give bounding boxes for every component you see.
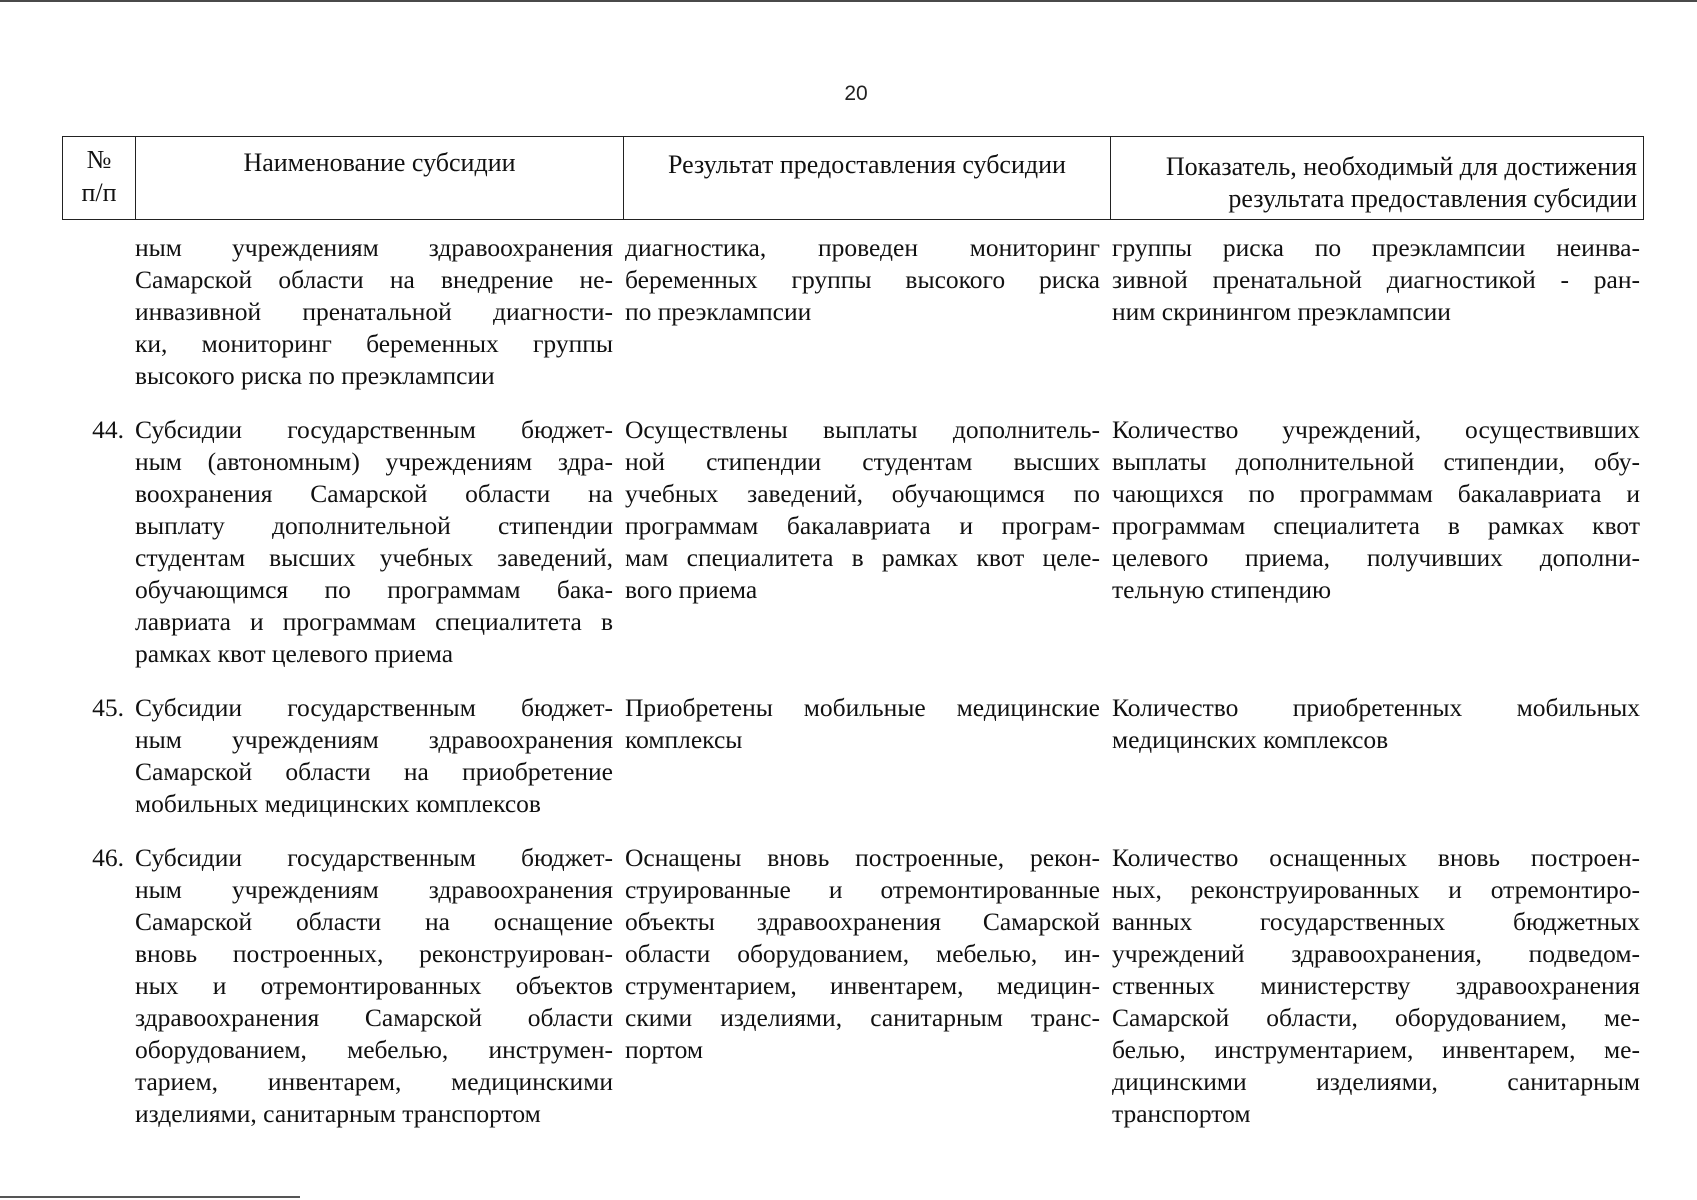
text-line: Субсидии государственным бюджет-: [135, 693, 613, 722]
text-line: Оснащены вновь построенные, рекон-: [625, 843, 1100, 872]
text-line: Приобретены мобильные медицинские: [625, 693, 1100, 722]
header-indicator-line-1: Показатель, необходимый для достижения: [1165, 152, 1637, 181]
subsidy-result-cell: [623, 414, 1110, 670]
table-row: [62, 414, 1644, 670]
text-line: диагностика, проведен мониторинг: [625, 233, 1100, 262]
text-line: дицинскими изделиями, санитарным: [1112, 1067, 1640, 1096]
text-line: высокого риска по преэклампсии: [135, 361, 495, 390]
table-row: [62, 692, 1644, 820]
text-line: медицинских комплексов: [1112, 725, 1389, 754]
text-line: Количество оснащенных вновь построен-: [1112, 843, 1640, 872]
text-line: рамках квот целевого приема: [135, 639, 454, 668]
header-indicator: [1111, 137, 1643, 219]
row-number: 45.: [92, 693, 124, 722]
header-num-line-1: №: [86, 145, 112, 174]
subsidy-indicator-cell: [1110, 414, 1644, 670]
subsidy-indicator-cell: [1110, 692, 1644, 820]
text-line: вого приема: [625, 575, 758, 604]
text-line: изделиями, санитарным транспортом: [135, 1099, 541, 1128]
text-line: учебных заведений, обучающимся по: [625, 479, 1100, 508]
text-line: ных, реконструированных и отремонтиро-: [1112, 875, 1640, 904]
text-line: выплаты дополнительной стипендии, обу-: [1112, 447, 1640, 476]
row-number: 44.: [92, 415, 124, 444]
bottom-border-line: [0, 1196, 300, 1198]
header-num: [63, 137, 136, 219]
header-name: Наименование субсидии: [136, 137, 624, 219]
text-line: ным учреждениям здравоохранения: [135, 875, 613, 904]
text-line: мобильных медицинских комплексов: [135, 789, 541, 818]
text-line: ным учреждениям здравоохранения: [135, 233, 613, 262]
text-line: ки, мониторинг беременных группы: [135, 329, 613, 358]
text-line: здравоохранения Самарской области: [135, 1003, 613, 1032]
row-number: 46.: [92, 843, 124, 872]
header-num-line-2: п/п: [81, 178, 117, 207]
subsidy-indicator-cell: [1110, 842, 1644, 1130]
text-line: выплату дополнительной стипендии: [135, 511, 613, 540]
text-line: транспортом: [1112, 1099, 1251, 1128]
text-line: Количество приобретенных мобильных: [1112, 693, 1640, 722]
text-line: инвазивной пренатальной диагности-: [135, 297, 613, 326]
text-line: ным учреждениям здравоохранения: [135, 725, 613, 754]
text-line: ственных министерству здравоохранения: [1112, 971, 1640, 1000]
text-line: студентам высших учебных заведений,: [135, 543, 613, 572]
text-line: объекты здравоохранения Самарской: [625, 907, 1100, 936]
text-line: программам бакалавриата и програм-: [625, 511, 1100, 540]
table-body: [62, 232, 1644, 1130]
text-line: Осуществлены выплаты дополнитель-: [625, 415, 1100, 444]
subsidy-result-cell: [623, 232, 1110, 392]
header-result: Результат предоставления субсидии: [624, 137, 1111, 219]
text-line: ным (автономным) учреждениям здра-: [135, 447, 613, 476]
text-line: воохранения Самарской области на: [135, 479, 613, 508]
text-line: по преэклампсии: [625, 297, 812, 326]
text-line: скими изделиями, санитарным транс-: [625, 1003, 1100, 1032]
text-line: Самарской области на внедрение не-: [135, 265, 613, 294]
text-line: программам специалитета в рамках квот: [1112, 511, 1640, 540]
subsidy-indicator-cell: [1110, 232, 1644, 392]
text-line: целевого приема, получивших дополни-: [1112, 543, 1640, 572]
text-line: струментарием, инвентарем, медицин-: [625, 971, 1100, 1000]
subsidy-name-cell: [135, 232, 623, 392]
subsidy-name-cell: [135, 414, 623, 670]
table-row: [62, 232, 1644, 392]
table-row: [62, 842, 1644, 1130]
text-line: ним скринингом преэклампсии: [1112, 297, 1451, 326]
text-line: портом: [625, 1035, 704, 1064]
text-line: беременных группы высокого риска: [625, 265, 1100, 294]
text-line: Количество учреждений, осуществивших: [1112, 415, 1640, 444]
subsidy-name-cell: [135, 692, 623, 820]
text-line: обучающимся по программам бака-: [135, 575, 613, 604]
text-line: вновь построенных, реконструирован-: [135, 939, 613, 968]
text-line: мам специалитета в рамках квот целе-: [625, 543, 1100, 572]
text-line: тарием, инвентарем, медицинскими: [135, 1067, 613, 1096]
text-line: ванных государственных бюджетных: [1112, 907, 1640, 936]
text-line: Самарской области, оборудованием, ме-: [1112, 1003, 1640, 1032]
text-line: Самарской области на оснащение: [135, 907, 613, 936]
text-line: оборудованием, мебелью, инструмен-: [135, 1035, 613, 1064]
text-line: группы риска по преэклампсии неинва-: [1112, 233, 1640, 262]
text-line: Самарской области на приобретение: [135, 757, 613, 786]
row-number: [62, 232, 135, 392]
text-line: Субсидии государственным бюджет-: [135, 415, 613, 444]
subsidy-result-cell: [623, 692, 1110, 820]
subsidy-name-cell: [135, 842, 623, 1130]
text-line: комплексы: [625, 725, 743, 754]
text-line: Субсидии государственным бюджет-: [135, 843, 613, 872]
table-header: [62, 136, 1644, 220]
text-line: лавриата и программам специалитета в: [135, 607, 613, 636]
subsidy-result-cell: [623, 842, 1110, 1130]
text-line: белью, инструментарием, инвентарем, ме-: [1112, 1035, 1640, 1064]
text-line: чающихся по программам бакалавриата и: [1112, 479, 1640, 508]
page-number: 20: [844, 82, 868, 105]
top-border-line: [0, 0, 1697, 2]
text-line: зивной пренатальной диагностикой - ран-: [1112, 265, 1640, 294]
text-line: учреждений здравоохранения, подведом-: [1112, 939, 1640, 968]
text-line: тельную стипендию: [1112, 575, 1332, 604]
text-line: струированные и отремонтированные: [625, 875, 1100, 904]
text-line: ных и отремонтированных объектов: [135, 971, 613, 1000]
header-indicator-line-2: результата предоставления субсидии: [1228, 184, 1637, 213]
text-line: области оборудованием, мебелью, ин-: [625, 939, 1100, 968]
text-line: ной стипендии студентам высших: [625, 447, 1100, 476]
